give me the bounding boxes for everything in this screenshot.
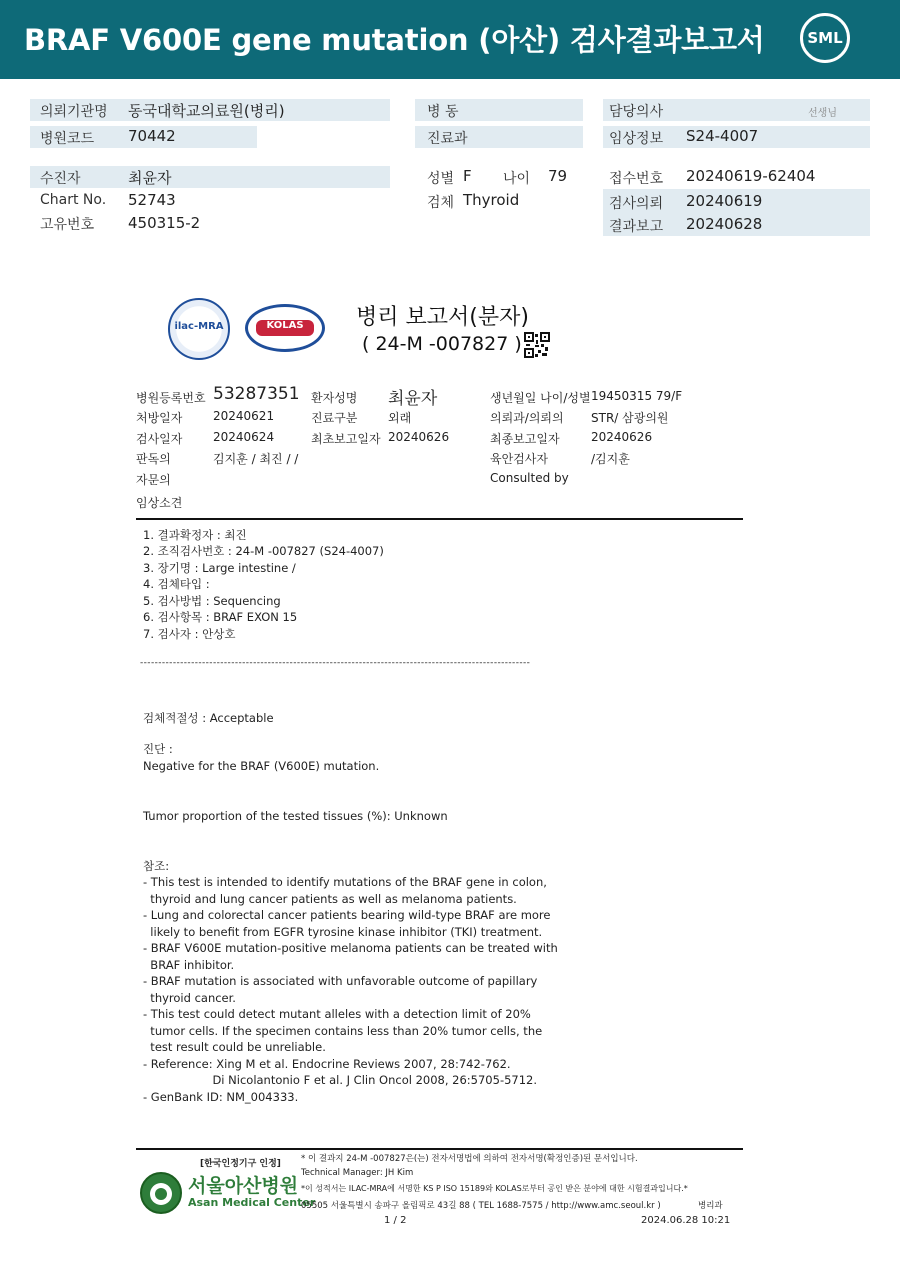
kolas-logo (245, 304, 325, 352)
footer-divider (136, 1148, 743, 1150)
tumor-proportion: Tumor proportion of the tested tissues (%): Unknown (143, 809, 448, 823)
reference-line: thyroid and lung cancer patients as well as melanoma patients. (143, 891, 517, 906)
diagnosis: Negative for the BRAF (V600E) mutation. (143, 759, 380, 773)
birth-value: 19450315 79/F (591, 389, 683, 403)
hospital-name-kr: 서울아산병원 (188, 1175, 299, 1197)
chart-label: Chart No. (40, 192, 107, 208)
consulted-by: Consulted by (490, 471, 569, 485)
hospital-code-label: 병원코드 (40, 131, 95, 147)
footer-note-3: *이 성적서는 ILAC-MRA에 서명한 KS P ISO 15189와 KOLAS로부터 공인 받은 분야에 대한 시험결과입니다.* (301, 1184, 688, 1193)
rx-date: 20240621 (213, 409, 275, 423)
receipt-number: 20240619-62404 (686, 167, 816, 185)
result-item: 7. 검사자 : 안상호 (143, 627, 236, 641)
reader-value: 김지훈 / 최진 / / (213, 452, 299, 466)
unique-number: 450315-2 (128, 214, 201, 232)
divider (136, 518, 743, 520)
kolas-logo-text: KOLAS (266, 320, 304, 331)
reference-line: - GenBank ID: NM_004333. (143, 1089, 299, 1104)
info-bar (30, 166, 390, 188)
first-report-label: 최초보고일자 (311, 432, 381, 446)
report-date: 20240628 (686, 215, 763, 233)
page-title: BRAF V600E gene mutation (아산) 검사결과보고서 (24, 23, 765, 57)
request-org-label: 의뢰기관명 (40, 104, 108, 120)
name-label: 환자성명 (311, 391, 358, 405)
hospital-name-en: Asan Medical Center (188, 1196, 316, 1209)
opinion-label: 임상소견 (136, 496, 183, 510)
reference-line: likely to benefit from EGFR tyrosine kinase inhibitor (TKI) treatment. (143, 924, 543, 939)
final-report-date: 20240626 (591, 430, 653, 444)
ilac-mra-logo (168, 298, 230, 360)
gross-label: 육안검사자 (490, 452, 548, 466)
reference-line: - Reference: Xing M et al. Endocrine Reviews 2007, 28:742-762. (143, 1056, 511, 1071)
reader-label: 판독의 (136, 452, 171, 466)
patient-label: 수진자 (40, 171, 81, 187)
reg-number: 53287351 (213, 384, 300, 404)
ref-label: 의뢰과/의뢰의 (490, 411, 564, 425)
doctor-label: 담당의사 (609, 104, 664, 120)
cert-label: [한국인정기구 인정] (200, 1159, 281, 1169)
age-value: 79 (548, 167, 568, 185)
doctor-suffix: 선생님 (808, 108, 837, 119)
age-label: 나이 (503, 171, 531, 187)
specimen-label: 검체 (427, 195, 455, 211)
reference-title: 참조: (143, 859, 170, 873)
receipt-label: 접수번호 (609, 171, 664, 187)
clinic-label: 진료구분 (311, 411, 358, 425)
hospital-code: 70442 (128, 127, 176, 145)
reference-line: Di Nicolantonio F et al. J Clin Oncol 2008, 26:5705-5712. (143, 1073, 538, 1087)
asan-seal-icon (140, 1172, 182, 1214)
adequacy: 검체적절성 : Acceptable (143, 711, 274, 725)
exam-label: 검사일자 (136, 432, 183, 446)
ref-value: STR/ 삼광의원 (591, 411, 669, 425)
result-item: 6. 검사항목 : BRAF EXON 15 (143, 610, 298, 624)
gross-value: /김지훈 (591, 452, 630, 466)
patient-name-2: 최윤자 (388, 389, 438, 409)
first-report-date: 20240626 (388, 430, 450, 444)
reference-line: - BRAF mutation is associated with unfavorable outcome of papillary (143, 974, 538, 988)
reference-line: - Lung and colorectal cancer patients bearing wild-type BRAF are more (143, 908, 551, 922)
clinical-info: S24-4007 (686, 127, 759, 145)
sml-logo-text: SML (807, 29, 843, 47)
dashed-separator: ----------------------------------------------------------------------------------------------------------- (140, 658, 531, 668)
consult-label: 자문의 (136, 473, 171, 487)
qr-code-icon (524, 332, 550, 358)
dept-label: 진료과 (427, 131, 468, 147)
result-item: 3. 장기명 : Large intestine / (143, 561, 296, 575)
request-date-label: 검사의뢰 (609, 196, 664, 212)
sex-value: F (463, 167, 472, 185)
report-header (0, 0, 900, 79)
chart-number: 52743 (128, 191, 176, 209)
report-title: 병리 보고서(분자) (356, 305, 529, 330)
footer-note-1: * 이 결과지 24-M -007827은(는) 전자서명법에 의하여 전자서명(확정인증)된 문서입니다. (301, 1154, 638, 1164)
clinical-label: 임상정보 (609, 131, 664, 147)
specimen-value: Thyroid (463, 191, 520, 209)
result-item: 2. 조직검사번호 : 24-M -007827 (S24-4007) (143, 544, 384, 558)
clinic-value: 외래 (388, 411, 412, 425)
reg-label: 병원등록번호 (136, 391, 206, 405)
reference-line: - This test could detect mutant alleles with a detection limit of 20% (143, 1007, 531, 1021)
sex-label: 성별 (427, 171, 455, 187)
report-date-label: 결과보고 (609, 219, 664, 235)
result-item: 4. 검체타입 : (143, 577, 210, 591)
page-number: 1 / 2 (384, 1215, 407, 1226)
unique-label: 고유번호 (40, 217, 95, 233)
patient-name: 최윤자 (128, 169, 172, 187)
rx-label: 처방일자 (136, 411, 183, 425)
reference-line: test result could be unreliable. (143, 1040, 326, 1054)
reference-line: - BRAF V600E mutation-positive melanoma patients can be treated with (143, 941, 558, 955)
diagnosis-label: 진단 : (143, 742, 173, 756)
reference-line: thyroid cancer. (143, 990, 236, 1005)
exam-date: 20240624 (213, 430, 275, 444)
footer-note-2: Technical Manager: JH Kim (301, 1168, 414, 1178)
report-number: ( 24-M -007827 ) (362, 333, 522, 355)
print-datetime: 2024.06.28 10:21 (641, 1215, 731, 1226)
footer-address: 05505 서울특별시 송파구 올림픽로 43길 88 ( TEL 1688-7575 / http://www.amc.seoul.kr ) (301, 1201, 661, 1211)
request-org: 동국대학교의료원(병리) (128, 102, 285, 120)
sml-logo (800, 13, 850, 63)
reference-line: tumor cells. If the specimen contains less than 20% tumor cells, the (143, 1023, 543, 1038)
ilac-logo-text: ilac-MRA (174, 321, 224, 332)
footer-dept: 병리과 (698, 1201, 723, 1211)
final-report-label: 최종보고일자 (490, 432, 560, 446)
reference-line: BRAF inhibitor. (143, 957, 235, 972)
birth-label: 생년월일 나이/성별 (490, 391, 591, 405)
request-date: 20240619 (686, 192, 763, 210)
ward-label: 병 동 (427, 104, 459, 120)
result-item: 1. 결과확정자 : 최진 (143, 528, 247, 542)
result-item: 5. 검사방법 : Sequencing (143, 594, 281, 608)
reference-line: - This test is intended to identify mutations of the BRAF gene in colon, (143, 875, 547, 889)
